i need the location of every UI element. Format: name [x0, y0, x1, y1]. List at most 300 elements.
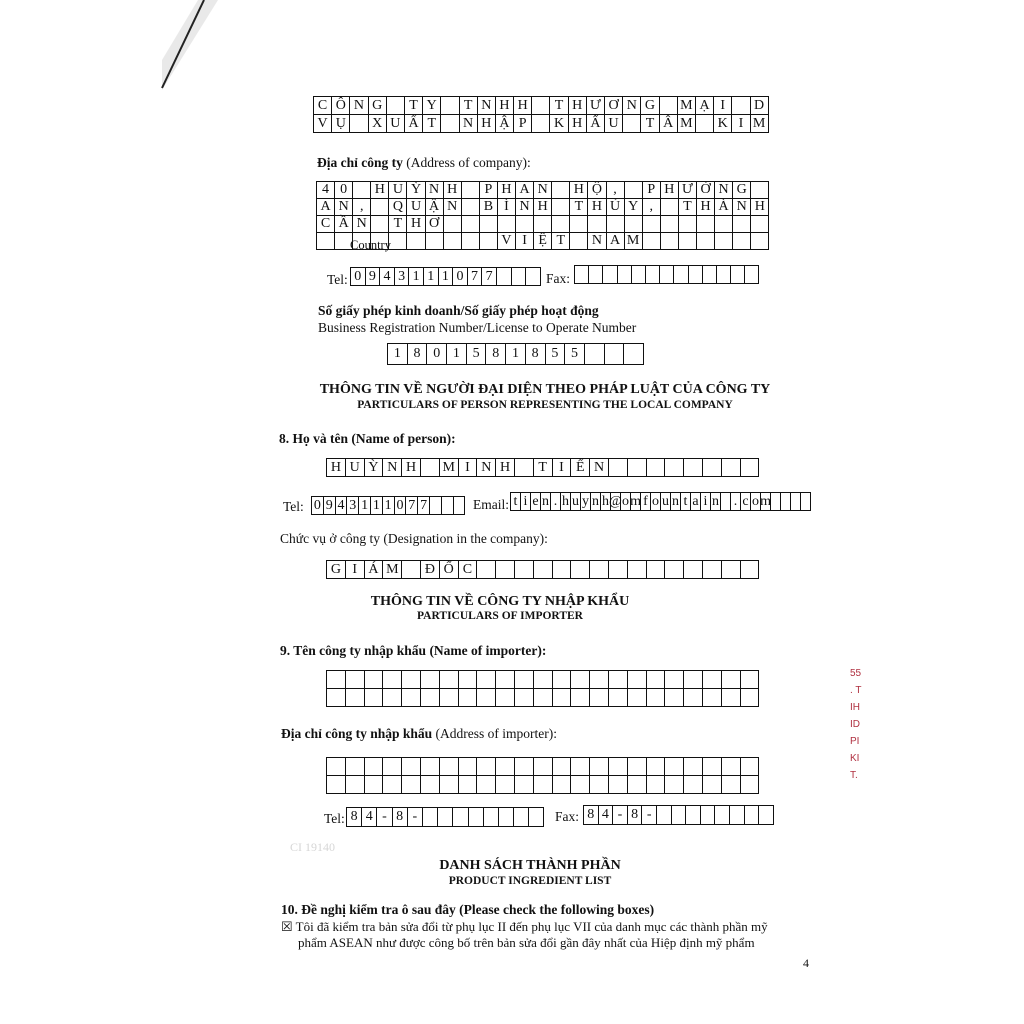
grid-cell[interactable]: u: [571, 493, 581, 511]
grid-cell[interactable]: [628, 671, 647, 689]
grid-cell[interactable]: .: [731, 493, 741, 511]
grid-cell[interactable]: Ỳ: [407, 182, 425, 199]
grid-cell[interactable]: 0: [395, 497, 407, 515]
grid-cell[interactable]: Ẩ: [587, 115, 605, 133]
grid-cell[interactable]: A: [317, 199, 335, 216]
grid-cell[interactable]: [515, 758, 534, 776]
grid-cell[interactable]: Ư: [587, 97, 605, 115]
grid-cell[interactable]: [721, 493, 731, 511]
grid-cell[interactable]: u: [661, 493, 671, 511]
grid-cell[interactable]: 5: [565, 344, 585, 365]
grid-cell[interactable]: [534, 216, 552, 233]
grid-cell[interactable]: H: [327, 459, 346, 477]
grid-cell[interactable]: [453, 808, 468, 827]
grid-cell[interactable]: [679, 233, 697, 250]
grid-cell[interactable]: G: [641, 97, 659, 115]
grid-cell[interactable]: C: [314, 97, 332, 115]
grid-cell[interactable]: H: [751, 199, 769, 216]
grid-cell[interactable]: [534, 671, 553, 689]
grid-cell[interactable]: U: [389, 182, 407, 199]
grid-cell[interactable]: [759, 806, 774, 825]
grid-cell[interactable]: A: [516, 182, 534, 199]
grid-cell[interactable]: Ế: [571, 459, 590, 477]
grid-cell[interactable]: [459, 689, 478, 707]
grid-cell[interactable]: h: [601, 493, 611, 511]
grid-cell[interactable]: [327, 776, 346, 794]
grid-cell[interactable]: [553, 758, 572, 776]
grid-cell[interactable]: -: [408, 808, 423, 827]
grid-cell[interactable]: y: [581, 493, 591, 511]
grid-cell[interactable]: M: [625, 233, 643, 250]
grid-cell[interactable]: 8: [408, 344, 428, 365]
grid-cell[interactable]: [665, 776, 684, 794]
grid-cell[interactable]: [686, 806, 701, 825]
grid-cell[interactable]: o: [751, 493, 761, 511]
grid-cell[interactable]: X: [369, 115, 387, 133]
grid-cell[interactable]: [515, 561, 534, 579]
grid-cell[interactable]: [552, 216, 570, 233]
grid-cell[interactable]: [371, 199, 389, 216]
grid-cell[interactable]: 8: [526, 344, 546, 365]
grid-cell[interactable]: [477, 689, 496, 707]
grid-cell[interactable]: 4: [362, 808, 377, 827]
grid-cell[interactable]: 1: [371, 497, 383, 515]
grid-cell[interactable]: [679, 216, 697, 233]
grid-cell[interactable]: B: [480, 199, 498, 216]
grid-cell[interactable]: H: [534, 199, 552, 216]
grid-cell[interactable]: [534, 689, 553, 707]
grid-cell[interactable]: [353, 182, 371, 199]
grid-cell[interactable]: [703, 459, 722, 477]
grid-cell[interactable]: [618, 266, 632, 284]
grid-cell[interactable]: [661, 199, 679, 216]
grid-cell[interactable]: [590, 561, 609, 579]
grid-cell[interactable]: [660, 97, 678, 115]
grid-cell[interactable]: [462, 216, 480, 233]
grid-cell[interactable]: H: [478, 115, 496, 133]
grid-cell[interactable]: [745, 266, 759, 284]
grid-cell[interactable]: [701, 806, 716, 825]
grid-cell[interactable]: [346, 776, 365, 794]
grid-cell[interactable]: H: [498, 182, 516, 199]
grid-cell[interactable]: H: [588, 199, 606, 216]
grid-cell[interactable]: 4: [336, 497, 348, 515]
grid-cell[interactable]: n: [541, 493, 551, 511]
grid-cell[interactable]: [609, 776, 628, 794]
grid-cell[interactable]: @: [611, 493, 621, 511]
grid-cell[interactable]: C: [317, 216, 335, 233]
grid-cell[interactable]: P: [514, 115, 532, 133]
grid-cell[interactable]: i: [701, 493, 711, 511]
grid-cell[interactable]: [484, 808, 499, 827]
grid-cell[interactable]: M: [751, 115, 769, 133]
grid-cell[interactable]: [703, 776, 722, 794]
grid-cell[interactable]: [421, 689, 440, 707]
grid-cell[interactable]: m: [631, 493, 641, 511]
grid-cell[interactable]: [643, 216, 661, 233]
grid-cell[interactable]: [346, 689, 365, 707]
grid-cell[interactable]: [643, 233, 661, 250]
grid-cell[interactable]: Ô: [332, 97, 350, 115]
grid-cell[interactable]: [628, 561, 647, 579]
grid-cell[interactable]: [327, 758, 346, 776]
grid-cell[interactable]: [665, 689, 684, 707]
grid-cell[interactable]: [732, 97, 750, 115]
grid-cell[interactable]: 4: [380, 268, 395, 286]
grid-cell[interactable]: -: [377, 808, 392, 827]
grid-cell[interactable]: [647, 689, 666, 707]
grid-cell[interactable]: N: [733, 199, 751, 216]
grid-cell[interactable]: [534, 561, 553, 579]
grid-cell[interactable]: [496, 561, 515, 579]
grid-cell[interactable]: [496, 758, 515, 776]
grid-cell[interactable]: [589, 266, 603, 284]
grid-cell[interactable]: [647, 776, 666, 794]
grid-cell[interactable]: [365, 671, 384, 689]
grid-cell[interactable]: [672, 806, 687, 825]
grid-cell[interactable]: V: [314, 115, 332, 133]
grid-cell[interactable]: [571, 758, 590, 776]
grid-cell[interactable]: [722, 671, 741, 689]
grid-cell[interactable]: [477, 758, 496, 776]
grid-cell[interactable]: 1: [409, 268, 424, 286]
grid-cell[interactable]: [477, 671, 496, 689]
grid-cell[interactable]: N: [460, 115, 478, 133]
grid-cell[interactable]: [715, 216, 733, 233]
grid-cell[interactable]: [588, 216, 606, 233]
grid-cell[interactable]: [590, 689, 609, 707]
grid-cell[interactable]: [703, 266, 717, 284]
grid-cell[interactable]: [371, 216, 389, 233]
grid-cell[interactable]: t: [681, 493, 691, 511]
grid-cell[interactable]: n: [711, 493, 721, 511]
grid-cell[interactable]: 9: [324, 497, 336, 515]
grid-cell[interactable]: [570, 233, 588, 250]
grid-cell[interactable]: H: [514, 97, 532, 115]
grid-cell[interactable]: [722, 561, 741, 579]
grid-cell[interactable]: N: [350, 97, 368, 115]
grid-cell[interactable]: -: [613, 806, 628, 825]
grid-cell[interactable]: [571, 776, 590, 794]
grid-cell[interactable]: [607, 216, 625, 233]
grid-cell[interactable]: [715, 806, 730, 825]
grid-cell[interactable]: [696, 115, 714, 133]
grid-cell[interactable]: V: [498, 233, 516, 250]
grid-cell[interactable]: a: [691, 493, 701, 511]
grid-cell[interactable]: [497, 268, 512, 286]
grid-cell[interactable]: [571, 561, 590, 579]
grid-cell[interactable]: [515, 671, 534, 689]
grid-cell[interactable]: [703, 671, 722, 689]
grid-cell[interactable]: [684, 758, 703, 776]
grid-cell[interactable]: [438, 808, 453, 827]
grid-cell[interactable]: [514, 808, 529, 827]
grid-cell[interactable]: 7: [418, 497, 430, 515]
grid-cell[interactable]: Đ: [421, 561, 440, 579]
grid-cell[interactable]: [609, 758, 628, 776]
grid-cell[interactable]: [661, 233, 679, 250]
checked-box-icon[interactable]: ☒: [281, 919, 293, 934]
grid-cell[interactable]: M: [678, 97, 696, 115]
grid-cell[interactable]: [741, 671, 760, 689]
grid-cell[interactable]: [647, 459, 666, 477]
grid-cell[interactable]: [498, 216, 516, 233]
grid-cell[interactable]: [628, 459, 647, 477]
grid-cell[interactable]: ,: [353, 199, 371, 216]
grid-cell[interactable]: [327, 689, 346, 707]
grid-cell[interactable]: .: [551, 493, 561, 511]
grid-cell[interactable]: [665, 758, 684, 776]
grid-cell[interactable]: [389, 233, 407, 250]
grid-cell[interactable]: [628, 776, 647, 794]
grid-cell[interactable]: K: [550, 115, 568, 133]
grid-cell[interactable]: N: [426, 182, 444, 199]
grid-cell[interactable]: N: [715, 182, 733, 199]
grid-cell[interactable]: [609, 671, 628, 689]
grid-cell[interactable]: Ấ: [405, 115, 423, 133]
grid-cell[interactable]: [623, 115, 641, 133]
grid-cell[interactable]: [496, 689, 515, 707]
grid-cell[interactable]: [684, 459, 703, 477]
grid-cell[interactable]: [745, 806, 760, 825]
grid-cell[interactable]: [771, 493, 781, 511]
grid-cell[interactable]: Ỳ: [365, 459, 384, 477]
grid-cell[interactable]: [741, 758, 760, 776]
grid-cell[interactable]: [703, 758, 722, 776]
grid-cell[interactable]: [459, 776, 478, 794]
grid-cell[interactable]: [462, 182, 480, 199]
grid-cell[interactable]: À: [715, 199, 733, 216]
grid-cell[interactable]: [553, 776, 572, 794]
grid-cell[interactable]: [625, 182, 643, 199]
grid-cell[interactable]: [571, 671, 590, 689]
grid-cell[interactable]: [346, 758, 365, 776]
grid-cell[interactable]: U: [407, 199, 425, 216]
grid-cell[interactable]: [733, 216, 751, 233]
grid-cell[interactable]: I: [346, 561, 365, 579]
grid-cell[interactable]: [553, 671, 572, 689]
grid-cell[interactable]: Ơ: [605, 97, 623, 115]
grid-cell[interactable]: [440, 776, 459, 794]
grid-cell[interactable]: [703, 689, 722, 707]
grid-cell[interactable]: D: [751, 97, 769, 115]
grid-cell[interactable]: [515, 776, 534, 794]
grid-cell[interactable]: [480, 233, 498, 250]
grid-cell[interactable]: [496, 776, 515, 794]
grid-cell[interactable]: [715, 233, 733, 250]
grid-cell[interactable]: [684, 561, 703, 579]
grid-cell[interactable]: G: [733, 182, 751, 199]
grid-cell[interactable]: 8: [486, 344, 506, 365]
grid-cell[interactable]: K: [714, 115, 732, 133]
grid-cell[interactable]: Ờ: [697, 182, 715, 199]
grid-cell[interactable]: 4: [317, 182, 335, 199]
grid-cell[interactable]: [365, 758, 384, 776]
grid-cell[interactable]: [383, 758, 402, 776]
grid-cell[interactable]: [529, 808, 544, 827]
grid-cell[interactable]: [442, 497, 454, 515]
grid-cell[interactable]: Ậ: [426, 199, 444, 216]
grid-cell[interactable]: [387, 97, 405, 115]
grid-cell[interactable]: 7: [482, 268, 497, 286]
grid-cell[interactable]: 1: [439, 268, 454, 286]
grid-cell[interactable]: [722, 776, 741, 794]
grid-cell[interactable]: N: [534, 182, 552, 199]
grid-cell[interactable]: n: [671, 493, 681, 511]
grid-cell[interactable]: o: [621, 493, 631, 511]
grid-cell[interactable]: [383, 776, 402, 794]
grid-cell[interactable]: H: [444, 182, 462, 199]
grid-cell[interactable]: [440, 758, 459, 776]
grid-cell[interactable]: [496, 671, 515, 689]
grid-cell[interactable]: Y: [423, 97, 441, 115]
grid-cell[interactable]: 5: [546, 344, 566, 365]
grid-cell[interactable]: [781, 493, 791, 511]
grid-cell[interactable]: c: [741, 493, 751, 511]
grid-cell[interactable]: Q: [389, 199, 407, 216]
grid-cell[interactable]: [534, 776, 553, 794]
grid-cell[interactable]: T: [423, 115, 441, 133]
grid-cell[interactable]: U: [605, 115, 623, 133]
grid-cell[interactable]: 1: [506, 344, 526, 365]
grid-cell[interactable]: [444, 233, 462, 250]
grid-cell[interactable]: ,: [607, 182, 625, 199]
grid-cell[interactable]: [421, 776, 440, 794]
grid-cell[interactable]: [421, 758, 440, 776]
grid-cell[interactable]: A: [607, 233, 625, 250]
grid-cell[interactable]: Ầ: [335, 216, 353, 233]
grid-cell[interactable]: [660, 266, 674, 284]
grid-cell[interactable]: T: [550, 97, 568, 115]
grid-cell[interactable]: 3: [395, 268, 410, 286]
grid-cell[interactable]: -: [642, 806, 657, 825]
grid-cell[interactable]: 0: [427, 344, 447, 365]
grid-cell[interactable]: [512, 268, 527, 286]
grid-cell[interactable]: [603, 266, 617, 284]
grid-cell[interactable]: 0: [351, 268, 366, 286]
grid-cell[interactable]: M: [440, 459, 459, 477]
grid-cell[interactable]: N: [444, 199, 462, 216]
grid-cell[interactable]: f: [641, 493, 651, 511]
grid-cell[interactable]: [717, 266, 731, 284]
grid-cell[interactable]: [423, 808, 438, 827]
grid-cell[interactable]: [477, 561, 496, 579]
grid-cell[interactable]: [590, 671, 609, 689]
grid-cell[interactable]: Ố: [440, 561, 459, 579]
grid-cell[interactable]: i: [521, 493, 531, 511]
grid-cell[interactable]: [402, 689, 421, 707]
grid-cell[interactable]: [430, 497, 442, 515]
grid-cell[interactable]: T: [552, 233, 570, 250]
grid-cell[interactable]: [632, 266, 646, 284]
grid-cell[interactable]: H: [697, 199, 715, 216]
grid-cell[interactable]: [421, 671, 440, 689]
grid-cell[interactable]: T: [570, 199, 588, 216]
grid-cell[interactable]: N: [588, 233, 606, 250]
grid-cell[interactable]: I: [714, 97, 732, 115]
grid-cell[interactable]: [665, 459, 684, 477]
grid-cell[interactable]: 4: [599, 806, 614, 825]
grid-cell[interactable]: [590, 776, 609, 794]
grid-cell[interactable]: h: [561, 493, 571, 511]
grid-cell[interactable]: e: [531, 493, 541, 511]
grid-cell[interactable]: 8: [347, 808, 362, 827]
grid-cell[interactable]: [571, 689, 590, 707]
grid-cell[interactable]: [647, 561, 666, 579]
grid-cell[interactable]: 1: [388, 344, 408, 365]
grid-cell[interactable]: [534, 758, 553, 776]
grid-cell[interactable]: [657, 806, 672, 825]
grid-cell[interactable]: [515, 689, 534, 707]
grid-cell[interactable]: [350, 115, 368, 133]
grid-cell[interactable]: M: [678, 115, 696, 133]
grid-cell[interactable]: N: [590, 459, 609, 477]
grid-cell[interactable]: [575, 266, 589, 284]
grid-cell[interactable]: G: [327, 561, 346, 579]
grid-cell[interactable]: [590, 758, 609, 776]
grid-cell[interactable]: [480, 216, 498, 233]
grid-cell[interactable]: [327, 671, 346, 689]
grid-cell[interactable]: [703, 561, 722, 579]
grid-cell[interactable]: H: [371, 182, 389, 199]
grid-cell[interactable]: N: [335, 199, 353, 216]
grid-cell[interactable]: [628, 689, 647, 707]
grid-cell[interactable]: [661, 216, 679, 233]
grid-cell[interactable]: H: [496, 97, 514, 115]
grid-cell[interactable]: 1: [424, 268, 439, 286]
grid-cell[interactable]: I: [459, 459, 478, 477]
grid-cell[interactable]: T: [641, 115, 659, 133]
grid-cell[interactable]: [402, 758, 421, 776]
grid-cell[interactable]: [609, 561, 628, 579]
grid-cell[interactable]: [440, 671, 459, 689]
grid-cell[interactable]: [722, 689, 741, 707]
grid-cell[interactable]: Y: [625, 199, 643, 216]
grid-cell[interactable]: C: [459, 561, 478, 579]
grid-cell[interactable]: [722, 758, 741, 776]
grid-cell[interactable]: [684, 689, 703, 707]
grid-cell[interactable]: Â: [660, 115, 678, 133]
grid-cell[interactable]: [552, 182, 570, 199]
grid-cell[interactable]: [526, 268, 541, 286]
grid-cell[interactable]: U: [387, 115, 405, 133]
grid-cell[interactable]: [454, 497, 466, 515]
grid-cell[interactable]: 9: [366, 268, 381, 286]
grid-cell[interactable]: ,: [643, 199, 661, 216]
grid-cell[interactable]: G: [369, 97, 387, 115]
grid-cell[interactable]: 1: [359, 497, 371, 515]
grid-cell[interactable]: N: [383, 459, 402, 477]
grid-cell[interactable]: H: [569, 97, 587, 115]
grid-cell[interactable]: [733, 233, 751, 250]
grid-cell[interactable]: [625, 216, 643, 233]
grid-cell[interactable]: [440, 689, 459, 707]
grid-cell[interactable]: Ì: [498, 199, 516, 216]
grid-cell[interactable]: [532, 97, 550, 115]
grid-cell[interactable]: I: [553, 459, 572, 477]
grid-cell[interactable]: o: [651, 493, 661, 511]
grid-cell[interactable]: [697, 216, 715, 233]
grid-cell[interactable]: [585, 344, 605, 365]
grid-cell[interactable]: [751, 182, 769, 199]
grid-cell[interactable]: [553, 689, 572, 707]
grid-cell[interactable]: 7: [468, 268, 483, 286]
grid-cell[interactable]: [402, 776, 421, 794]
grid-cell[interactable]: [462, 233, 480, 250]
grid-cell[interactable]: [407, 233, 425, 250]
grid-cell[interactable]: H: [569, 115, 587, 133]
grid-cell[interactable]: [516, 216, 534, 233]
